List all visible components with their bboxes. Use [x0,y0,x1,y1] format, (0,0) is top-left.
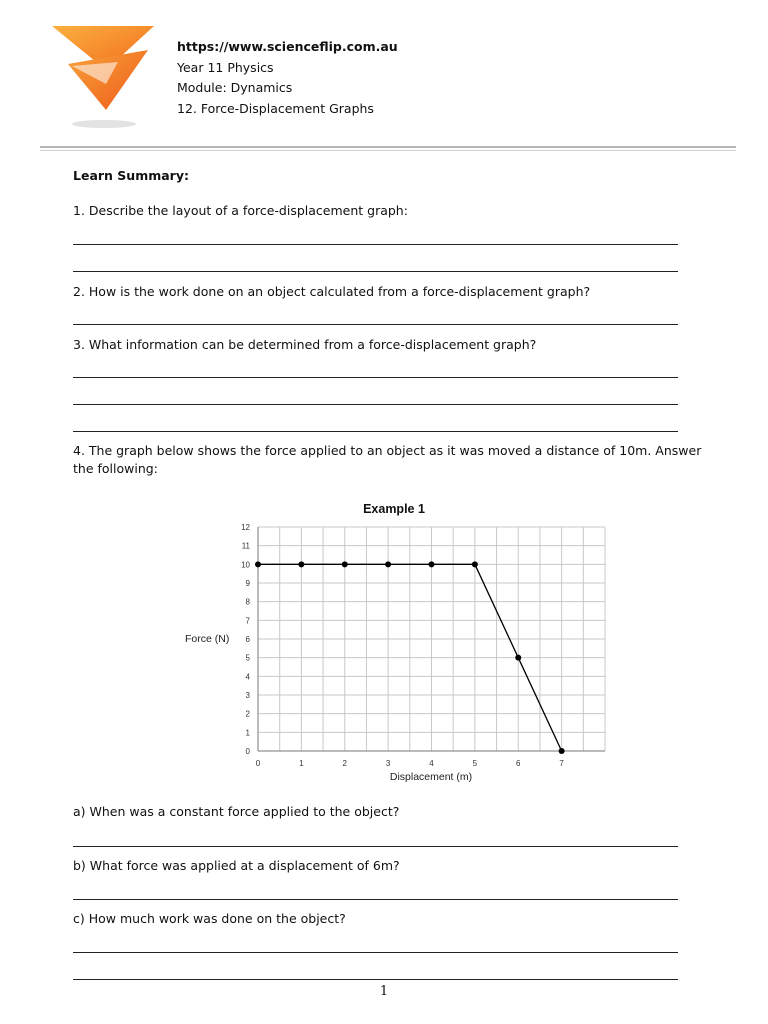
chart-x-tick-label: 6 [516,759,521,768]
header-url: https://www.scienceflip.com.au [177,39,398,54]
chart-x-tick-label: 3 [385,759,391,768]
chart-y-tick-label: 7 [245,616,250,626]
question-1: 1. Describe the layout of a force-displacement graph: [73,203,408,218]
chart-data-point [255,561,261,567]
chart-y-tick-label: 9 [245,579,250,588]
chart-data-point [429,561,435,567]
chart-data-point [472,561,478,567]
chart-data-point [342,561,348,567]
chart-y-tick-label: 10 [241,560,250,570]
chart-x-axis-label: Displacement (m) [389,771,473,783]
chart-y-tick-label: 1 [245,728,250,738]
chart-x-tick-label: 0 [255,759,261,768]
answer-line [73,377,678,378]
header-divider-secondary [40,150,736,151]
chart-y-tick-label: 5 [245,653,250,663]
chart-grid [258,527,605,751]
answer-line [73,952,678,953]
chart-data-point [385,561,391,567]
chart-y-tick-label: 0 [245,747,250,756]
chart-x-tick-label: 1 [299,759,304,768]
answer-line [73,846,678,847]
chart-y-tick-label: 4 [245,672,250,682]
chart-x-tick-label: 2 [342,759,347,768]
page-number: 1 [379,984,389,999]
chart-x-tick-label: 7 [559,759,564,768]
document-header [177,37,398,119]
header-divider [40,146,736,148]
force-displacement-chart [168,492,618,792]
answer-line [73,244,678,245]
chart-tick-labels [241,523,564,768]
chart-data-point [298,561,304,567]
answer-line [73,979,678,980]
chart-y-tick-label: 11 [241,541,250,551]
scienceflip-logo [48,22,158,132]
section-title: Learn Summary: [73,168,189,183]
chart-title: Example 1 [363,502,425,516]
chart-y-tick-label: 6 [245,635,250,644]
chart-x-tick-label: 5 [472,759,478,768]
question-4c: c) How much work was done on the object? [73,911,346,926]
chart-y-tick-label: 8 [245,597,250,607]
chart-y-tick-label: 12 [241,523,250,532]
answer-line [73,431,678,432]
question-4: 4. The graph below shows the force applied to an object as it was moved a distance of 10m. Answer the following: [73,443,702,476]
question-4a: a) When was a constant force applied to the object? [73,804,400,819]
question-3: 3. What information can be determined from a force-displacement graph? [73,337,537,352]
answer-line [73,404,678,405]
question-2: 2. How is the work done on an object calculated from a force-displacement graph? [73,284,591,299]
header-course: Year 11 Physics [177,59,274,75]
header-topic: 12. Force-Displacement Graphs [177,100,374,116]
answer-line [73,899,678,900]
answer-line [73,324,678,325]
question-4b: b) What force was applied at a displacement of 6m? [73,858,400,873]
chart-data-point [515,655,521,661]
chart-x-tick-label: 4 [429,759,434,768]
chart-y-tick-label: 2 [245,709,250,719]
chart-y-tick-label: 3 [245,691,250,700]
chart-data-point [559,748,565,754]
answer-line [73,271,678,272]
chart-y-axis-label: Force (N) [185,633,230,645]
header-module: Module: Dynamics [177,80,293,95]
